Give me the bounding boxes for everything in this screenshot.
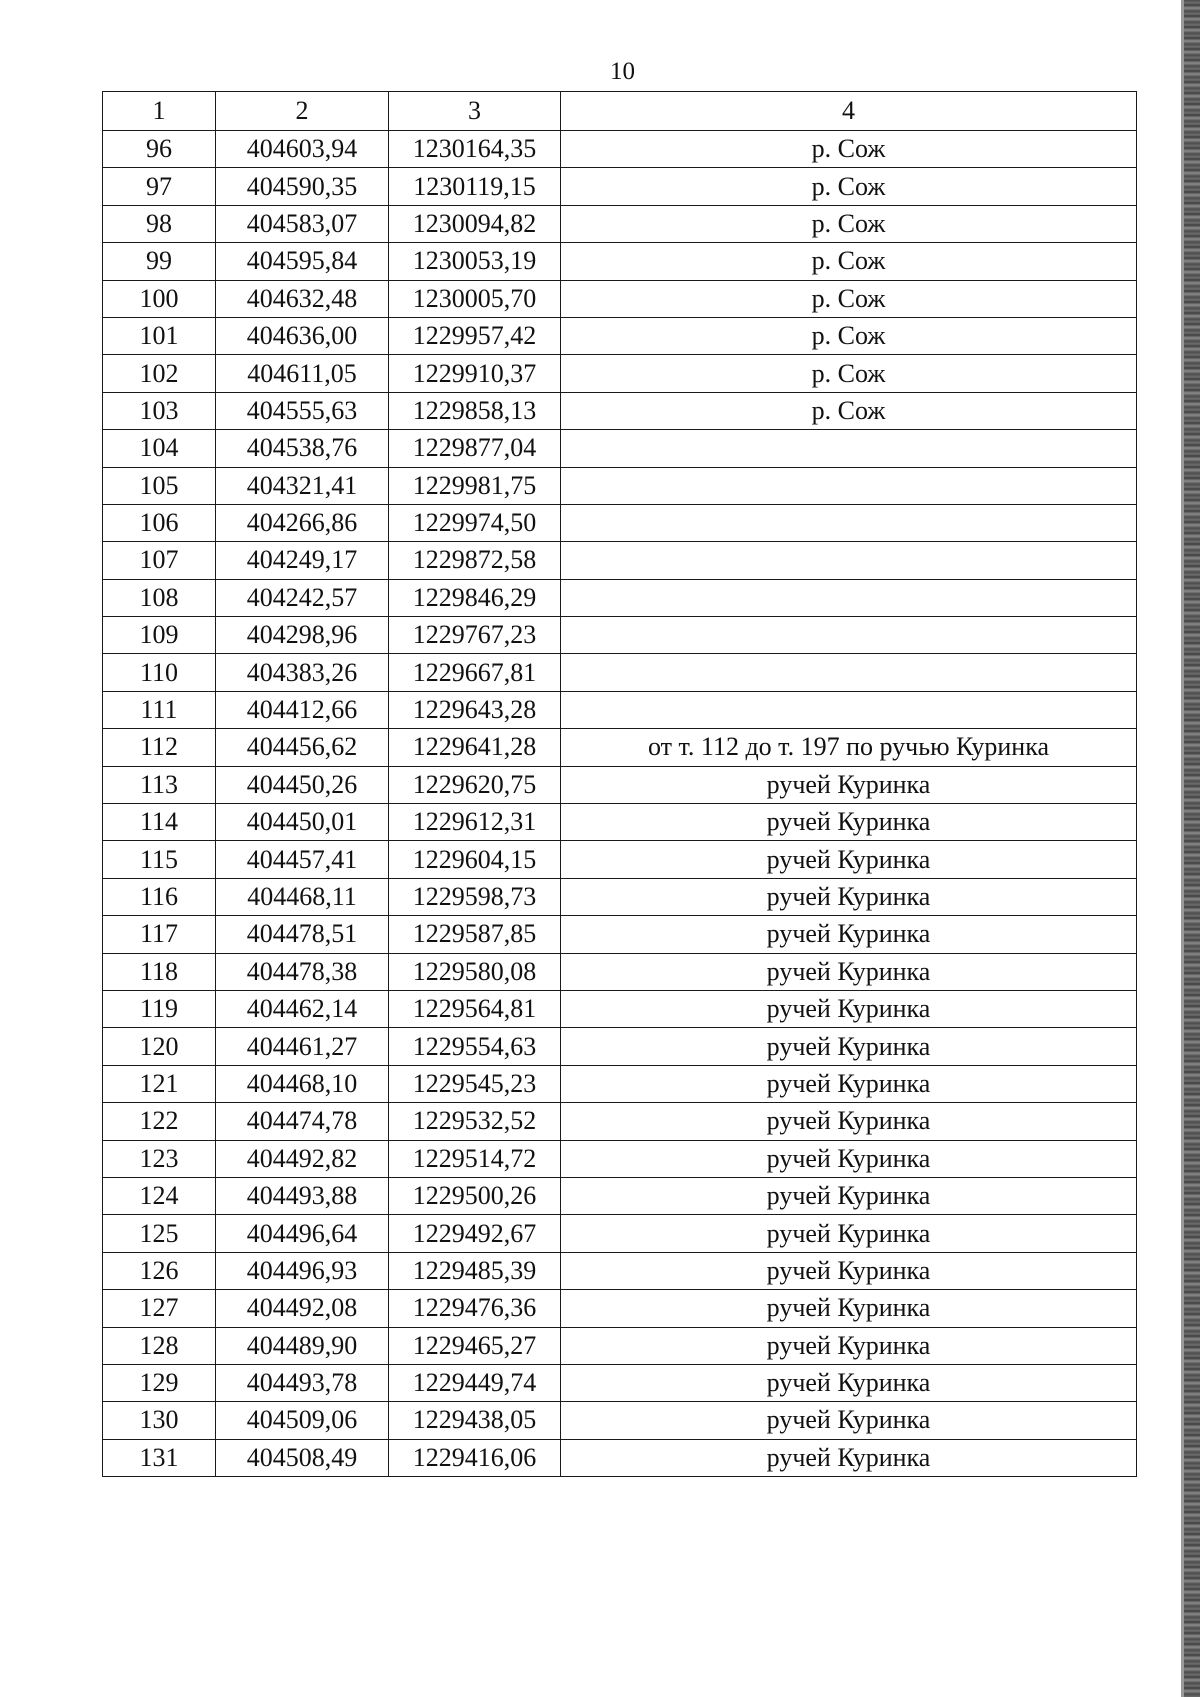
y-coordinate-cell: 1229910,37: [389, 355, 561, 392]
table-row: [103, 916, 1137, 953]
description-cell: ручей Куринка: [561, 1215, 1137, 1252]
point-number-cell: 129: [103, 1364, 216, 1401]
description-cell: ручей Куринка: [561, 1140, 1137, 1177]
y-coordinate-cell: 1229545,23: [389, 1065, 561, 1102]
description-cell: [561, 504, 1137, 541]
description-cell: р. Сож: [561, 243, 1137, 280]
y-coordinate-cell: 1230164,35: [389, 131, 561, 168]
table-row: [103, 953, 1137, 990]
x-coordinate-cell: 404493,88: [216, 1177, 389, 1214]
table-row: [103, 317, 1137, 354]
x-coordinate-cell: 404489,90: [216, 1327, 389, 1364]
y-coordinate-cell: 1229872,58: [389, 542, 561, 579]
description-cell: ручей Куринка: [561, 953, 1137, 990]
description-cell: ручей Куринка: [561, 916, 1137, 953]
y-coordinate-cell: 1229974,50: [389, 504, 561, 541]
table-row: [103, 168, 1137, 205]
table-row: [103, 878, 1137, 915]
description-cell: р. Сож: [561, 355, 1137, 392]
x-coordinate-cell: 404456,62: [216, 729, 389, 766]
table-row: [103, 841, 1137, 878]
point-number-cell: 113: [103, 766, 216, 803]
table-row: [103, 1364, 1137, 1401]
point-number-cell: 115: [103, 841, 216, 878]
x-coordinate-cell: 404636,00: [216, 317, 389, 354]
y-coordinate-cell: 1229957,42: [389, 317, 561, 354]
point-number-cell: 102: [103, 355, 216, 392]
x-coordinate-cell: 404478,51: [216, 916, 389, 953]
description-cell: [561, 691, 1137, 728]
point-number-cell: 99: [103, 243, 216, 280]
table-row: [103, 1177, 1137, 1214]
y-coordinate-cell: 1229449,74: [389, 1364, 561, 1401]
description-cell: ручей Куринка: [561, 1439, 1137, 1476]
description-cell: ручей Куринка: [561, 1402, 1137, 1439]
y-coordinate-cell: 1229598,73: [389, 878, 561, 915]
x-coordinate-cell: 404457,41: [216, 841, 389, 878]
description-cell: ручей Куринка: [561, 1065, 1137, 1102]
description-cell: р. Сож: [561, 168, 1137, 205]
description-cell: ручей Куринка: [561, 1290, 1137, 1327]
y-coordinate-cell: 1229667,81: [389, 654, 561, 691]
x-coordinate-cell: 404249,17: [216, 542, 389, 579]
x-coordinate-cell: 404508,49: [216, 1439, 389, 1476]
table-header-row: [103, 92, 1137, 131]
point-number-cell: 130: [103, 1402, 216, 1439]
point-number-cell: 116: [103, 878, 216, 915]
y-coordinate-cell: 1229981,75: [389, 467, 561, 504]
y-coordinate-cell: 1229587,85: [389, 916, 561, 953]
description-cell: [561, 467, 1137, 504]
point-number-cell: 117: [103, 916, 216, 953]
description-cell: [561, 617, 1137, 654]
description-cell: ручей Куринка: [561, 1028, 1137, 1065]
x-coordinate-cell: 404538,76: [216, 430, 389, 467]
point-number-cell: 131: [103, 1439, 216, 1476]
description-cell: р. Сож: [561, 392, 1137, 429]
table-row: [103, 990, 1137, 1027]
point-number-cell: 111: [103, 691, 216, 728]
description-cell: [561, 430, 1137, 467]
x-coordinate-cell: 404583,07: [216, 205, 389, 242]
header-cell: 2: [216, 92, 389, 131]
point-number-cell: 118: [103, 953, 216, 990]
x-coordinate-cell: 404468,11: [216, 878, 389, 915]
x-coordinate-cell: 404462,14: [216, 990, 389, 1027]
point-number-cell: 107: [103, 542, 216, 579]
table-row: [103, 1402, 1137, 1439]
table-row: [103, 355, 1137, 392]
table-row: [103, 1215, 1137, 1252]
description-cell: р. Сож: [561, 317, 1137, 354]
y-coordinate-cell: 1229500,26: [389, 1177, 561, 1214]
x-coordinate-cell: 404492,82: [216, 1140, 389, 1177]
point-number-cell: 112: [103, 729, 216, 766]
point-number-cell: 105: [103, 467, 216, 504]
x-coordinate-cell: 404595,84: [216, 243, 389, 280]
y-coordinate-cell: 1229580,08: [389, 953, 561, 990]
coordinates-table-body: [103, 92, 1137, 1477]
table-row: [103, 1028, 1137, 1065]
table-row: [103, 766, 1137, 803]
y-coordinate-cell: 1229612,31: [389, 804, 561, 841]
x-coordinate-cell: 404496,64: [216, 1215, 389, 1252]
y-coordinate-cell: 1229532,52: [389, 1103, 561, 1140]
y-coordinate-cell: 1229641,28: [389, 729, 561, 766]
table-row: [103, 1252, 1137, 1289]
y-coordinate-cell: 1230119,15: [389, 168, 561, 205]
y-coordinate-cell: 1229643,28: [389, 691, 561, 728]
x-coordinate-cell: 404496,93: [216, 1252, 389, 1289]
y-coordinate-cell: 1230053,19: [389, 243, 561, 280]
point-number-cell: 101: [103, 317, 216, 354]
point-number-cell: 110: [103, 654, 216, 691]
point-number-cell: 124: [103, 1177, 216, 1214]
x-coordinate-cell: 404412,66: [216, 691, 389, 728]
description-cell: ручей Куринка: [561, 804, 1137, 841]
header-cell: 3: [389, 92, 561, 131]
y-coordinate-cell: 1229476,36: [389, 1290, 561, 1327]
y-coordinate-cell: 1229514,72: [389, 1140, 561, 1177]
x-coordinate-cell: 404242,57: [216, 579, 389, 616]
description-cell: [561, 579, 1137, 616]
point-number-cell: 104: [103, 430, 216, 467]
point-number-cell: 122: [103, 1103, 216, 1140]
description-cell: [561, 542, 1137, 579]
point-number-cell: 127: [103, 1290, 216, 1327]
description-cell: ручей Куринка: [561, 766, 1137, 803]
point-number-cell: 100: [103, 280, 216, 317]
x-coordinate-cell: 404461,27: [216, 1028, 389, 1065]
x-coordinate-cell: 404468,10: [216, 1065, 389, 1102]
table-row: [103, 392, 1137, 429]
description-cell: ручей Куринка: [561, 1103, 1137, 1140]
table-row: [103, 205, 1137, 242]
page-number: 10: [610, 58, 635, 85]
x-coordinate-cell: 404590,35: [216, 168, 389, 205]
y-coordinate-cell: 1230094,82: [389, 205, 561, 242]
table-row: [103, 504, 1137, 541]
table-row: [103, 542, 1137, 579]
point-number-cell: 121: [103, 1065, 216, 1102]
description-cell: ручей Куринка: [561, 841, 1137, 878]
x-coordinate-cell: 404450,01: [216, 804, 389, 841]
description-cell: ручей Куринка: [561, 878, 1137, 915]
point-number-cell: 128: [103, 1327, 216, 1364]
table-row: [103, 654, 1137, 691]
point-number-cell: 109: [103, 617, 216, 654]
x-coordinate-cell: 404298,96: [216, 617, 389, 654]
description-cell: ручей Куринка: [561, 1252, 1137, 1289]
point-number-cell: 108: [103, 579, 216, 616]
y-coordinate-cell: 1229438,05: [389, 1402, 561, 1439]
point-number-cell: 98: [103, 205, 216, 242]
table-row: [103, 804, 1137, 841]
x-coordinate-cell: 404492,08: [216, 1290, 389, 1327]
description-cell: ручей Куринка: [561, 1364, 1137, 1401]
table-row: [103, 1140, 1137, 1177]
x-coordinate-cell: 404493,78: [216, 1364, 389, 1401]
y-coordinate-cell: 1229416,06: [389, 1439, 561, 1476]
table-row: [103, 1290, 1137, 1327]
point-number-cell: 114: [103, 804, 216, 841]
y-coordinate-cell: 1229554,63: [389, 1028, 561, 1065]
x-coordinate-cell: 404509,06: [216, 1402, 389, 1439]
point-number-cell: 125: [103, 1215, 216, 1252]
y-coordinate-cell: 1229604,15: [389, 841, 561, 878]
table-row: [103, 579, 1137, 616]
table-row: [103, 617, 1137, 654]
description-cell: ручей Куринка: [561, 1177, 1137, 1214]
header-cell: 1: [103, 92, 216, 131]
description-cell: [561, 654, 1137, 691]
x-coordinate-cell: 404266,86: [216, 504, 389, 541]
point-number-cell: 96: [103, 131, 216, 168]
x-coordinate-cell: 404474,78: [216, 1103, 389, 1140]
x-coordinate-cell: 404603,94: [216, 131, 389, 168]
x-coordinate-cell: 404383,26: [216, 654, 389, 691]
point-number-cell: 106: [103, 504, 216, 541]
y-coordinate-cell: 1229485,39: [389, 1252, 561, 1289]
table-row: [103, 280, 1137, 317]
y-coordinate-cell: 1229492,67: [389, 1215, 561, 1252]
y-coordinate-cell: 1229846,29: [389, 579, 561, 616]
y-coordinate-cell: 1229767,23: [389, 617, 561, 654]
table-row: [103, 729, 1137, 766]
description-cell: р. Сож: [561, 131, 1137, 168]
x-coordinate-cell: 404321,41: [216, 467, 389, 504]
y-coordinate-cell: 1229564,81: [389, 990, 561, 1027]
point-number-cell: 120: [103, 1028, 216, 1065]
table-row: [103, 1327, 1137, 1364]
y-coordinate-cell: 1229465,27: [389, 1327, 561, 1364]
y-coordinate-cell: 1229620,75: [389, 766, 561, 803]
point-number-cell: 126: [103, 1252, 216, 1289]
table-row: [103, 691, 1137, 728]
y-coordinate-cell: 1229858,13: [389, 392, 561, 429]
point-number-cell: 103: [103, 392, 216, 429]
x-coordinate-cell: 404450,26: [216, 766, 389, 803]
x-coordinate-cell: 404611,05: [216, 355, 389, 392]
description-cell: р. Сож: [561, 205, 1137, 242]
description-cell: р. Сож: [561, 280, 1137, 317]
header-cell: 4: [561, 92, 1137, 131]
description-cell: ручей Куринка: [561, 1327, 1137, 1364]
table-row: [103, 467, 1137, 504]
description-cell: от т. 112 до т. 197 по ручью Куринка: [561, 729, 1137, 766]
table-row: [103, 1439, 1137, 1476]
y-coordinate-cell: 1229877,04: [389, 430, 561, 467]
table-row: [103, 430, 1137, 467]
y-coordinate-cell: 1230005,70: [389, 280, 561, 317]
point-number-cell: 119: [103, 990, 216, 1027]
point-number-cell: 123: [103, 1140, 216, 1177]
table-row: [103, 243, 1137, 280]
scan-edge-shadow: [1184, 0, 1200, 1697]
table-row: [103, 1103, 1137, 1140]
x-coordinate-cell: 404478,38: [216, 953, 389, 990]
x-coordinate-cell: 404555,63: [216, 392, 389, 429]
point-number-cell: 97: [103, 168, 216, 205]
table-row: [103, 131, 1137, 168]
description-cell: ручей Куринка: [561, 990, 1137, 1027]
coordinates-table: [102, 91, 1137, 1477]
table-row: [103, 1065, 1137, 1102]
x-coordinate-cell: 404632,48: [216, 280, 389, 317]
